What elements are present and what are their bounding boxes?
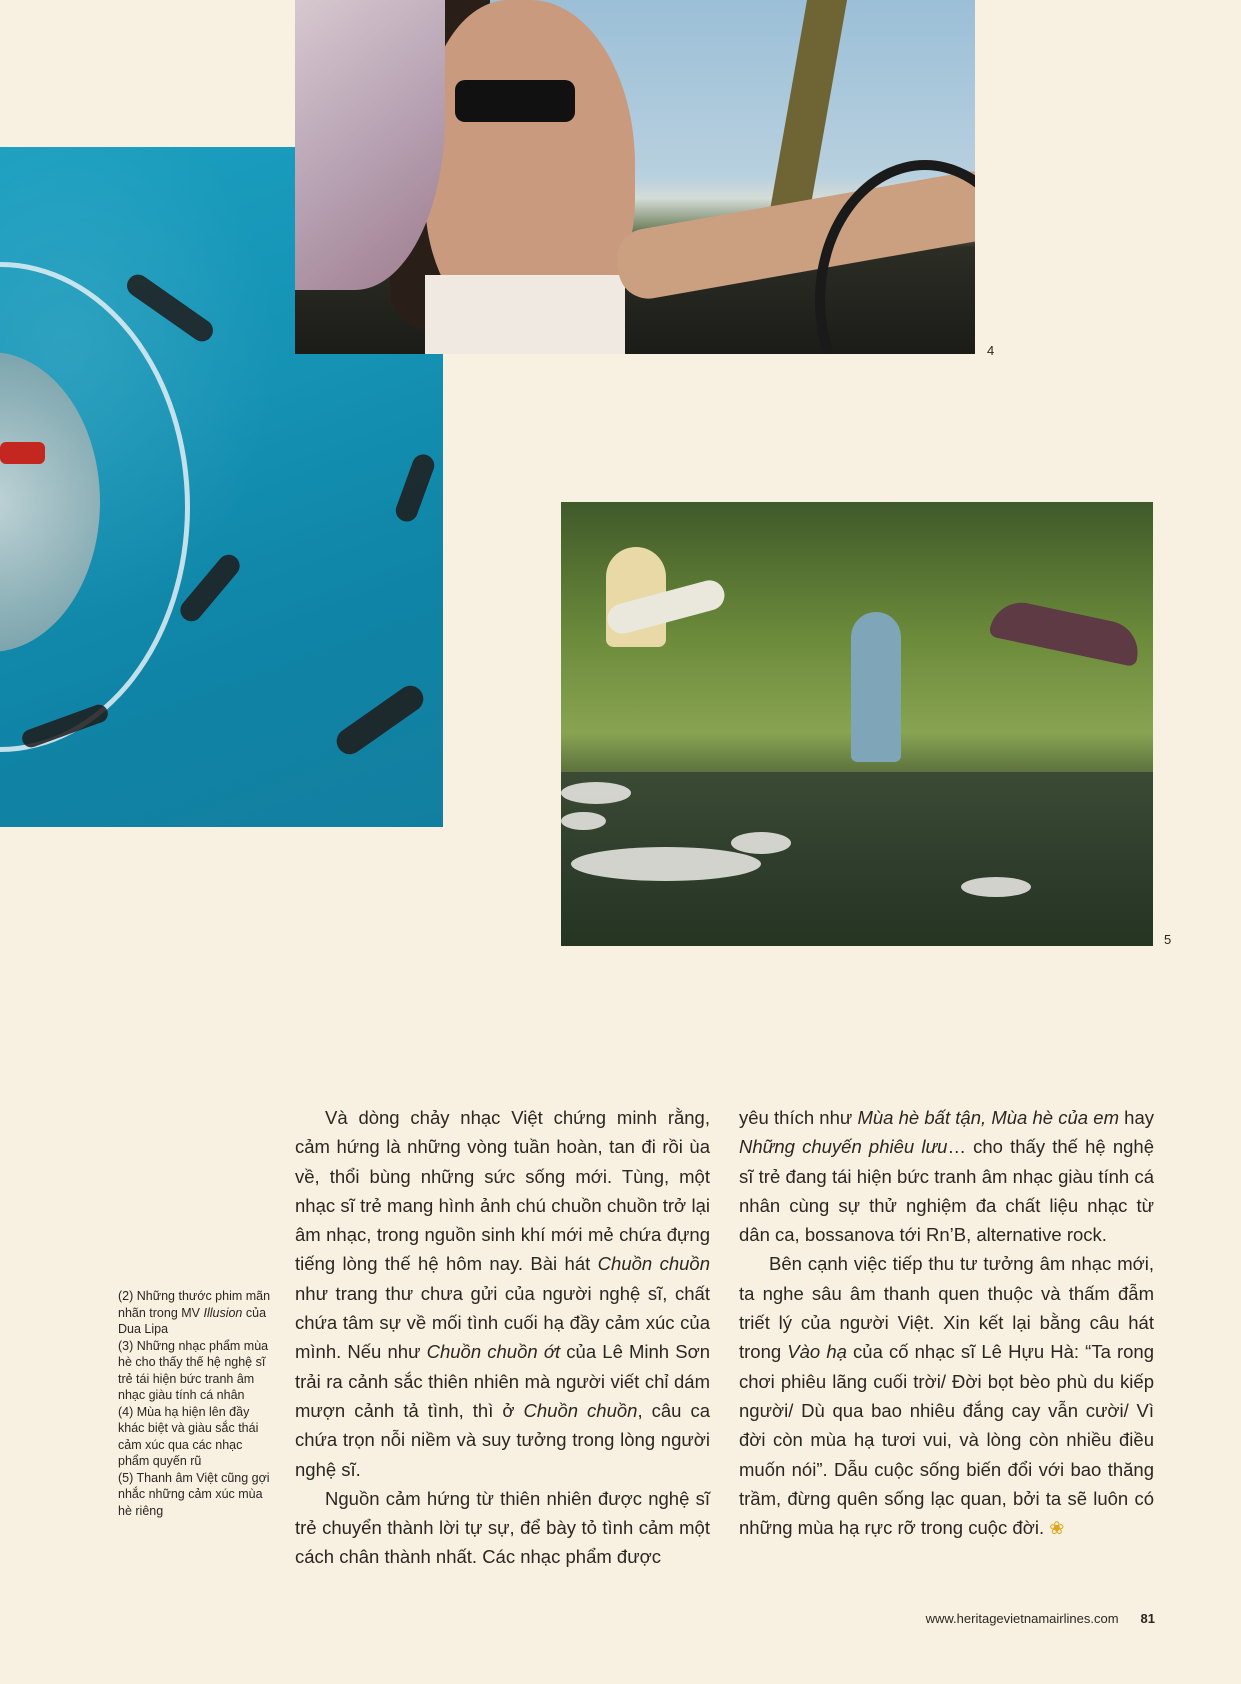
lotus-icon: ❀ [1049,1518,1065,1539]
photo-river-scene [561,502,1153,946]
swimmer [332,681,429,760]
body-column-1 [295,1103,710,1572]
photo-woman-driving [295,0,975,354]
caption-2 [118,1288,273,1338]
lying-figure [988,597,1143,667]
rock [961,877,1031,897]
sunglasses [455,80,575,122]
text: Và dòng chảy nhạc Việt chứng minh rằng, cảm hứng là những vòng tuần hoàn, tan đi rồi ùa về, thổi bùng những sức sống mới. Tùng, một nhạc sĩ trẻ mang hình ảnh chú chuồn chuồn trở lại âm nhạc, trong nguồn sinh khí mới mẻ chứa đựng tiếng lòng thế hệ hôm nay. Bài hát [295,1107,710,1275]
photo-captions [118,1288,273,1519]
song-title: Chuồn chuồn ớt [426,1341,561,1363]
text: … cho thấy thế hệ nghệ sĩ trẻ đang tái hiện bức tranh âm nhạc giàu tính cá nhân cùng sự thử nghiệm đa chất liệu nhạc từ dân ca, bossanova tới Rn’B, alternative rock. [739,1136,1154,1246]
website-url: www.heritagevietnamairlines.com [925,1611,1119,1626]
caption-text: (2) Những thước phim mãn nhãn trong MV [118,1289,271,1320]
song-title: Mùa hè bất tận, Mùa hè của em [857,1107,1119,1128]
figure-number-4: 4 [987,343,995,358]
page-footer [880,1611,1155,1626]
swimmer [393,451,438,524]
girl-in-blue [851,612,901,762]
text: của cố nhạc sĩ Lê Hựu Hà: “Ta rong chơi phiêu lãng cuối trời/ Đời bọt bèo phù du kiếp người/ Dù qua bao nhiêu đắng cay vẫn cười/ Vì đời còn mùa hạ tươi vui, và lòng còn nhiều điều muốn nói”. Dẫu cuộc sống biến đổi với bao thăng trầm, đừng quên sống lạc quan, bởi ta sẽ luôn có những mùa hạ rực rỡ trong cuộc đời. [739,1341,1155,1539]
text: yêu thích như [739,1107,858,1128]
text: như trang thư chưa gửi của người nghệ sĩ, chất chứa tâm sự về mối tình cuối hạ đầy cảm xúc của mình. Nếu như [295,1282,710,1363]
rock [731,832,791,854]
caption-text: của Dua Lipa [118,1305,267,1336]
body-column-2 [739,1103,1154,1543]
rock [571,847,761,881]
text: của Lê Minh Sơn trải ra cảnh sắc thiên nhiên mà người viết chỉ dám mượn cảnh tả tình, thì ở [295,1341,711,1421]
page-number: 81 [1140,1611,1155,1626]
shirt [425,275,625,354]
caption-3: (3) Những nhạc phẩm mùa hè cho thấy thế hệ nghệ sĩ trẻ tái hiện bức tranh âm nhạc giàu tính cá nhân [118,1338,269,1402]
figure-number-5: 5 [1164,932,1172,947]
caption-italic: Illusion [203,1305,243,1320]
steering-wheel [815,160,975,354]
song-title: Vào hạ [787,1341,847,1363]
paragraph [739,1103,1154,1249]
paragraph [295,1103,710,1484]
text: , câu ca chứa trọn nỗi niềm và suy tưởng trong lòng người nghệ sĩ. [295,1399,710,1480]
text: hay [1118,1107,1154,1128]
rock [561,782,631,804]
song-title: Chuồn chuồn [523,1399,638,1421]
song-title: Những chuyến phiêu lưu [739,1136,948,1158]
paragraph [739,1249,1154,1543]
caption-4: (4) Mùa hạ hiện lên đầy khác biệt và giàu sắc thái cảm xúc qua các nhạc phẩm quyến rũ [118,1404,259,1468]
text: Bên cạnh việc tiếp thu tư tưởng âm nhạc mới, ta nghe sâu âm thanh quen thuộc và thấm đẫm triết lý của người Việt. Xin kết lại bằng câu hát trong [739,1253,1154,1363]
swimmer [123,270,218,345]
song-title: Chuồn chuồn [597,1253,710,1275]
rock [561,812,606,830]
swimmer [176,550,244,625]
caption-5: (5) Thanh âm Việt cũng gợi nhắc những cảm xúc mùa hè riêng [118,1470,270,1518]
paragraph: Nguồn cảm hứng từ thiên nhiên được nghệ sĩ trẻ chuyển thành lời tự sự, để bày tỏ tình cảm một cách chân thành nhất. Các nhạc phẩm được [295,1487,710,1568]
swimmer-red [0,442,45,464]
